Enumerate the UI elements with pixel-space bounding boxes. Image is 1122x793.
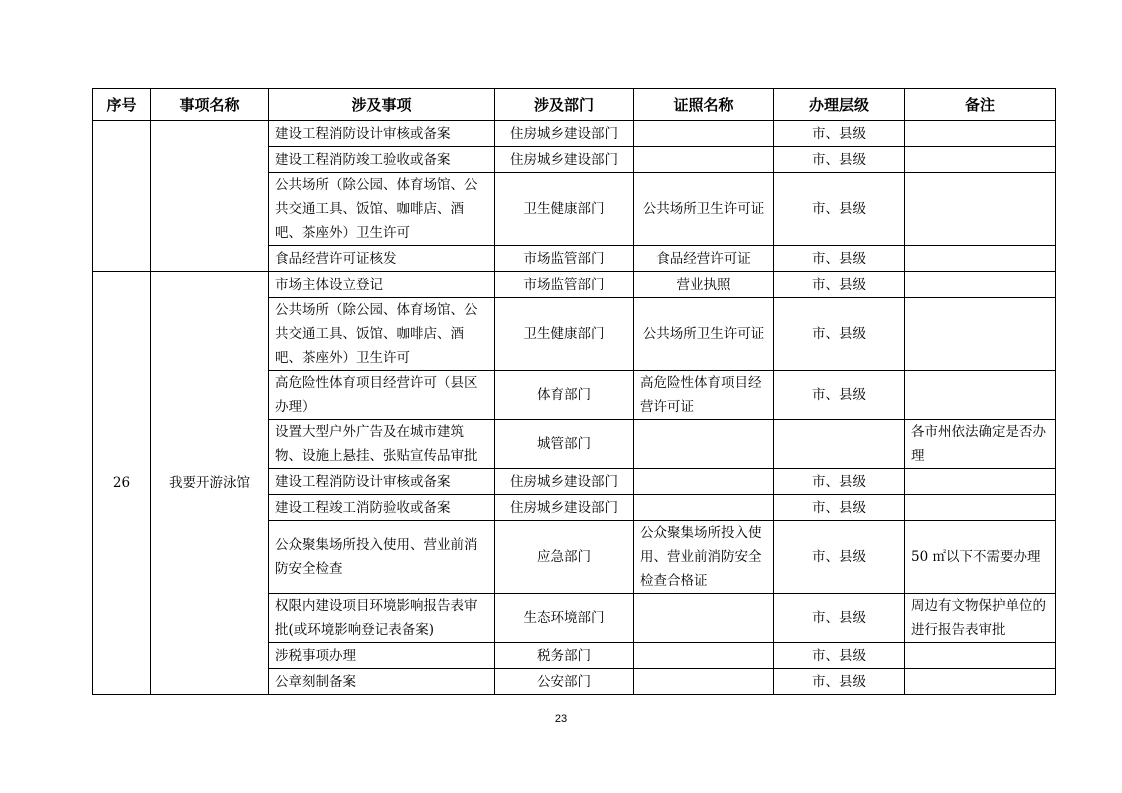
license-cell: [634, 669, 774, 695]
level-cell: 市、县级: [774, 298, 905, 371]
note-cell: [905, 121, 1056, 147]
level-cell: 市、县级: [774, 495, 905, 521]
seq-cell: 26: [93, 272, 151, 695]
level-cell: 市、县级: [774, 246, 905, 272]
note-cell: [905, 371, 1056, 420]
header-dept: 涉及部门: [495, 89, 634, 121]
header-level: 办理层级: [774, 89, 905, 121]
note-cell: [905, 173, 1056, 246]
note-cell: [905, 246, 1056, 272]
dept-cell: 卫生健康部门: [495, 298, 634, 371]
level-cell: 市、县级: [774, 469, 905, 495]
note-cell: [905, 298, 1056, 371]
item-cell: 涉税事项办理: [269, 643, 495, 669]
dept-cell: 城管部门: [495, 420, 634, 469]
dept-cell: 公安部门: [495, 669, 634, 695]
dept-cell: 住房城乡建设部门: [495, 147, 634, 173]
header-license: 证照名称: [634, 89, 774, 121]
level-cell: 市、县级: [774, 371, 905, 420]
license-cell: [634, 420, 774, 469]
header-seq: 序号: [93, 89, 151, 121]
page-number: 23: [554, 713, 568, 725]
item-cell: 公章刻制备案: [269, 669, 495, 695]
note-cell: 周边有文物保护单位的进行报告表审批: [905, 594, 1056, 643]
name-cell: [151, 121, 269, 272]
note-cell: [905, 669, 1056, 695]
level-cell: [774, 420, 905, 469]
note-cell: [905, 495, 1056, 521]
dept-cell: 住房城乡建设部门: [495, 121, 634, 147]
note-cell: [905, 272, 1056, 298]
license-cell: 营业执照: [634, 272, 774, 298]
item-cell: 市场主体设立登记: [269, 272, 495, 298]
dept-cell: 住房城乡建设部门: [495, 469, 634, 495]
dept-cell: 应急部门: [495, 521, 634, 594]
license-cell: 高危险性体育项目经营许可证: [634, 371, 774, 420]
item-cell: 公众聚集场所投入使用、营业前消防安全检查: [269, 521, 495, 594]
license-cell: [634, 594, 774, 643]
dept-cell: 住房城乡建设部门: [495, 495, 634, 521]
item-cell: 建设工程消防竣工验收或备案: [269, 147, 495, 173]
item-cell: 建设工程竣工消防验收或备案: [269, 495, 495, 521]
license-cell: 公众聚集场所投入使用、营业前消防安全检查合格证: [634, 521, 774, 594]
item-cell: 设置大型户外广告及在城市建筑物、设施上悬挂、张贴宣传品审批: [269, 420, 495, 469]
dept-cell: 卫生健康部门: [495, 173, 634, 246]
license-cell: [634, 495, 774, 521]
item-cell: 公共场所（除公园、体育场馆、公共交通工具、饭馆、咖啡店、酒吧、茶座外）卫生许可: [269, 173, 495, 246]
license-cell: [634, 121, 774, 147]
item-cell: 建设工程消防设计审核或备案: [269, 469, 495, 495]
note-cell: [905, 469, 1056, 495]
header-item: 涉及事项: [269, 89, 495, 121]
level-cell: 市、县级: [774, 521, 905, 594]
dept-cell: 市场监管部门: [495, 272, 634, 298]
note-cell: [905, 643, 1056, 669]
level-cell: 市、县级: [774, 594, 905, 643]
note-cell: 各市州依法确定是否办理: [905, 420, 1056, 469]
table-row: [93, 272, 1056, 298]
dept-cell: 体育部门: [495, 371, 634, 420]
item-cell: 高危险性体育项目经营许可（县区办理）: [269, 371, 495, 420]
item-cell: 权限内建设项目环境影响报告表审批(或环境影响登记表备案): [269, 594, 495, 643]
header-name: 事项名称: [151, 89, 269, 121]
level-cell: 市、县级: [774, 643, 905, 669]
license-cell: [634, 643, 774, 669]
matters-table: [92, 88, 1056, 695]
license-cell: 公共场所卫生许可证: [634, 173, 774, 246]
header-row: [93, 89, 1056, 121]
level-cell: 市、县级: [774, 173, 905, 246]
note-cell: 50 ㎡以下不需要办理: [905, 521, 1056, 594]
dept-cell: 市场监管部门: [495, 246, 634, 272]
level-cell: 市、县级: [774, 669, 905, 695]
name-cell: 我要开游泳馆: [151, 272, 269, 695]
license-cell: [634, 469, 774, 495]
license-cell: [634, 147, 774, 173]
seq-cell: [93, 121, 151, 272]
header-note: 备注: [905, 89, 1056, 121]
license-cell: 食品经营许可证: [634, 246, 774, 272]
level-cell: 市、县级: [774, 272, 905, 298]
item-cell: 食品经营许可证核发: [269, 246, 495, 272]
item-cell: 建设工程消防设计审核或备案: [269, 121, 495, 147]
item-cell: 公共场所（除公园、体育场馆、公共交通工具、饭馆、咖啡店、酒吧、茶座外）卫生许可: [269, 298, 495, 371]
level-cell: 市、县级: [774, 147, 905, 173]
dept-cell: 生态环境部门: [495, 594, 634, 643]
dept-cell: 税务部门: [495, 643, 634, 669]
level-cell: 市、县级: [774, 121, 905, 147]
table-row: [93, 121, 1056, 147]
license-cell: 公共场所卫生许可证: [634, 298, 774, 371]
note-cell: [905, 147, 1056, 173]
